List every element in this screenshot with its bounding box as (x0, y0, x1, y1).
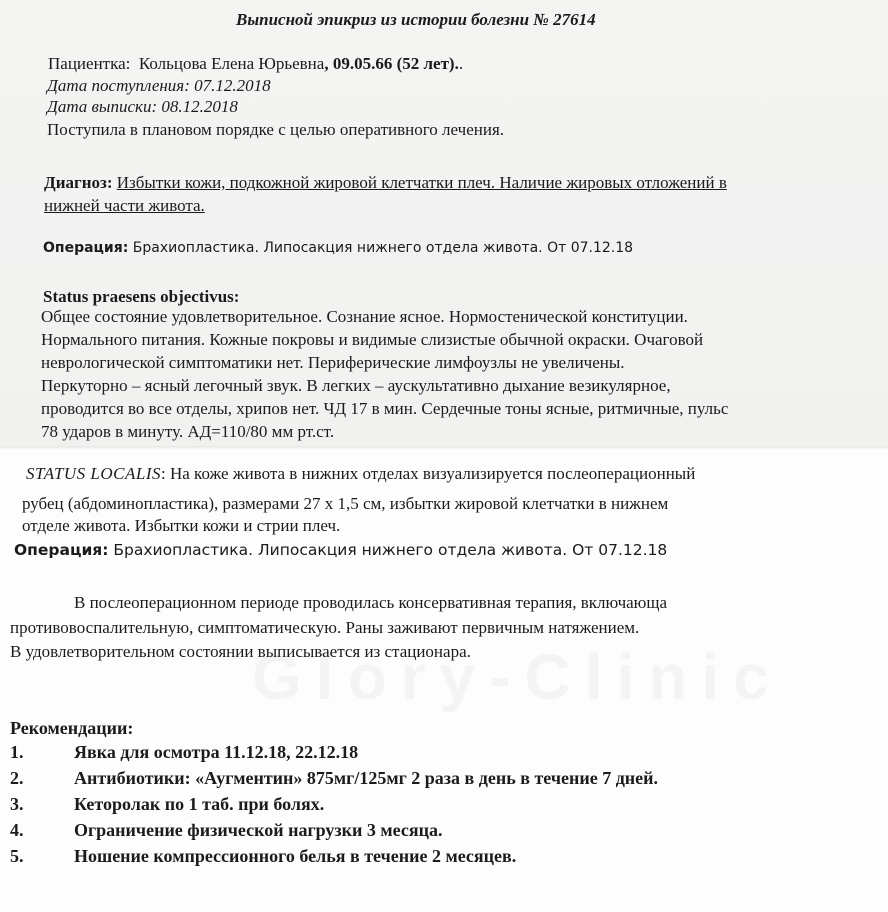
patient-name: Кольцова Елена Юрьевна (138, 54, 325, 73)
recommendation-text: Ношение компрессионного белья в течение 2 месяцев. (74, 846, 517, 866)
document-title: Выписной эпикриз из истории болезни № 27614 (236, 10, 596, 29)
recommendations-heading: Рекомендации: (10, 718, 134, 738)
operation-text-1: Брахиопластика. Липосакция нижнего отдела живота. От 07.12.18 (132, 240, 634, 256)
status-praesens-line-5: проводится во все отделы, хрипов нет. ЧД 17 в мин. Сердечные тоны ясные, ритмичные, пульс (41, 399, 729, 418)
admission-note: Поступила в плановом порядке с целью оперативного лечения. (47, 120, 505, 139)
recommendation-item (0, 794, 888, 818)
operation-text-2: Брахиопластика. Липосакция нижнего отдела живота. От 07.12.18 (113, 541, 668, 559)
recommendation-number: 2. (10, 768, 24, 788)
patient-line: Пациентка: Кольцова Елена Юрьевна, 09.05.66 (52 лет).. (48, 54, 464, 73)
diagnosis-label: Диагноз: (44, 173, 113, 192)
recommendation-item (0, 846, 888, 870)
status-praesens-line-4: Перкуторно – ясный легочный звук. В легких – аускультативно дыхание везикулярное, (41, 376, 671, 395)
diagnosis-line-1 (44, 173, 727, 193)
status-localis-line-1 (26, 464, 695, 484)
admission-date: Дата поступления: 07.12.2018 (47, 76, 271, 95)
status-praesens-line-2: Нормального питания. Кожные покровы и видимые слизистые обычной окраски. Очаговой (41, 330, 704, 349)
recommendation-text: Явка для осмотра 11.12.18, 22.12.18 (74, 742, 359, 762)
recommendation-number: 3. (10, 794, 24, 814)
patient-birth: 09.05.66 (52 лет). (332, 54, 459, 73)
diagnosis-line-2: нижней части живота. (44, 196, 205, 215)
postop-line-1: В послеоперационном периоде проводилась консервативная терапия, включающа (74, 593, 668, 612)
trailing-dot: . (458, 54, 464, 73)
recommendation-text: Ограничение физической нагрузки 3 месяца. (74, 820, 443, 840)
operation-label-2: Операция: (14, 541, 109, 559)
status-localis-heading: STATUS LOCALIS (26, 464, 161, 483)
status-praesens-line-3: неврологической симптоматики нет. Периферические лимфоузлы не увеличены. (41, 353, 625, 372)
operation-line-1 (43, 240, 633, 256)
recommendation-number: 5. (10, 846, 24, 866)
postop-line-3: В удовлетворительном состоянии выписывается из стационара. (10, 642, 471, 661)
status-localis-line-3: отделе живота. Избытки кожи и стрии плеч. (22, 516, 341, 535)
status-localis-line-2: рубец (абдоминопластика), размерами 27 х 1,5 см, избытки жировой клетчатки в нижнем (22, 494, 669, 513)
recommendation-item (0, 742, 888, 766)
operation-label-1: Операция: (43, 240, 129, 256)
recommendation-number: 4. (10, 820, 24, 840)
status-praesens-line-1: Общее состояние удовлетворительное. Сознание ясное. Нормостенической конституции. (41, 307, 688, 326)
recommendation-text: Антибиотики: «Аугментин» 875мг/125мг 2 раза в день в течение 7 дней. (74, 768, 659, 788)
diagnosis-text-1: Избытки кожи, подкожной жировой клетчатки плеч. Наличие жировых отложений в (116, 173, 727, 192)
recommendation-item (0, 820, 888, 844)
recommendation-text: Кеторолак по 1 таб. при болях. (74, 794, 325, 814)
postop-line-2: противовоспалительную, симптоматическую. Раны заживают первичным натяжением. (10, 618, 640, 637)
recommendation-number: 1. (10, 742, 24, 762)
status-praesens-line-6: 78 ударов в минуту. АД=110/80 мм рт.ст. (41, 422, 335, 441)
discharge-date: Дата выписки: 08.12.2018 (47, 97, 238, 116)
operation-line-2 (14, 541, 667, 559)
recommendation-item (0, 768, 888, 792)
patient-label: Пациентка: (48, 54, 131, 73)
paper-seam (0, 446, 888, 449)
status-localis-text-1: : На коже живота в нижних отделах визуализируется послеоперационный (161, 464, 696, 483)
status-praesens-heading: Status praesens objectivus: (43, 287, 240, 306)
